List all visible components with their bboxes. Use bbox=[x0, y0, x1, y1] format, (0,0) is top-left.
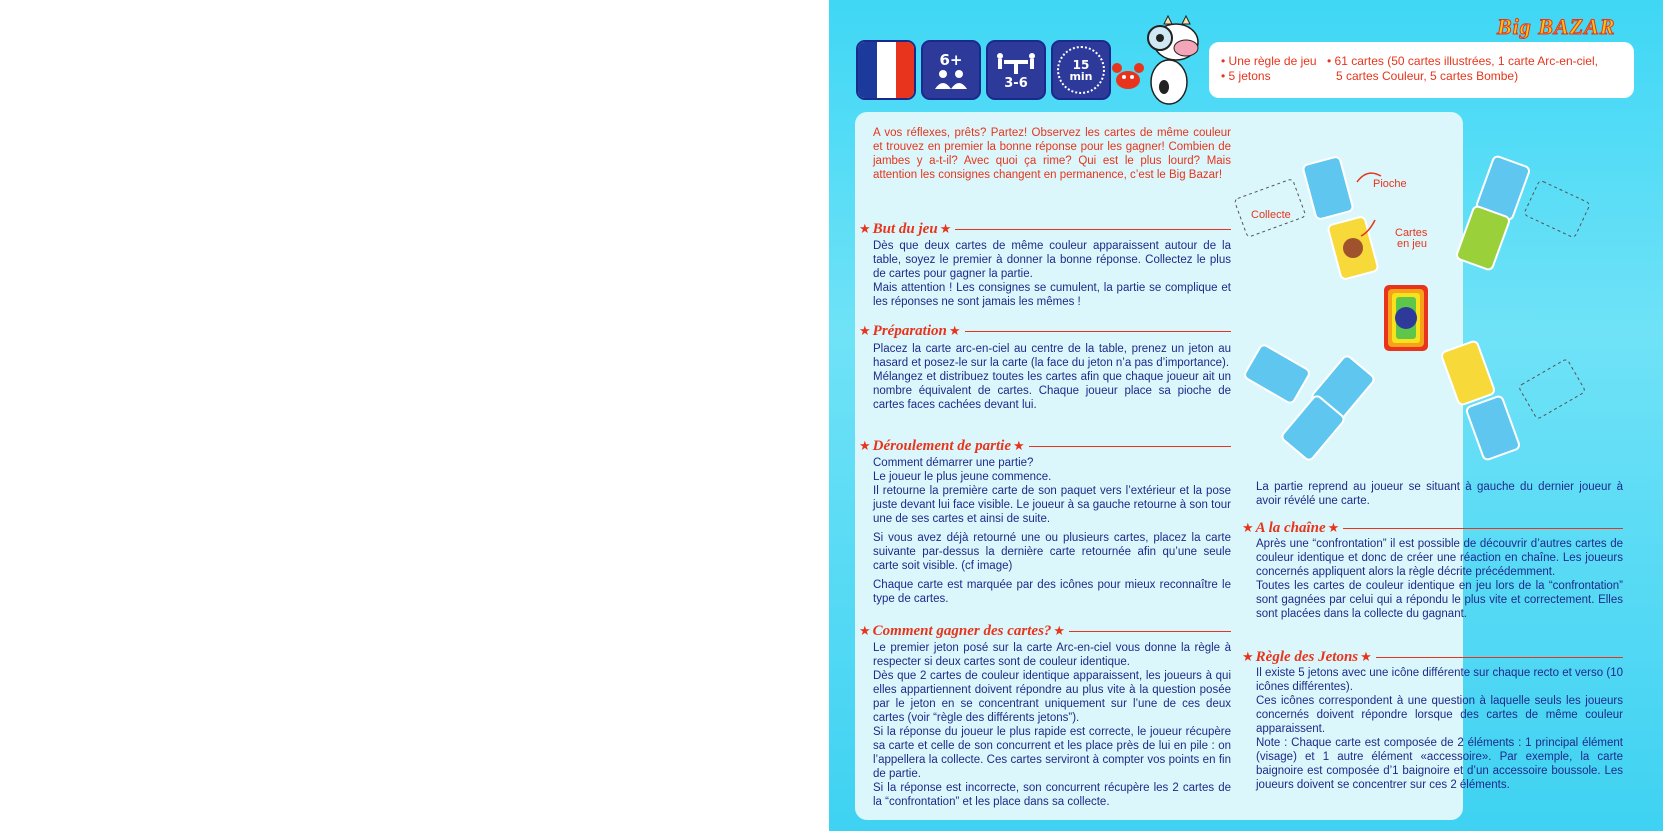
divider bbox=[1376, 657, 1623, 658]
label-cartes-en-jeu-2: en jeu bbox=[1397, 238, 1427, 250]
collecte-zone bbox=[1524, 180, 1591, 238]
section-heading-preparation bbox=[859, 321, 1231, 341]
star-icon: ★ bbox=[1327, 520, 1340, 536]
card bbox=[1466, 395, 1521, 461]
section-body-gagner bbox=[873, 641, 1231, 809]
contents-box bbox=[1209, 42, 1634, 98]
paragraph: Après une “confrontation” il est possible de découvrir d’autres cartes de couleur identique et donc de créer une réaction en chaîne. Les joueurs concernés appliquent alors la règle décrite précédemment. bbox=[1256, 538, 1623, 578]
paragraph: Ces icônes correspondent à une question à laquelle seuls les joueurs concernés doivent répondre lorsque des cartes de même couleur apparaissent. bbox=[1256, 695, 1623, 735]
divider bbox=[1343, 528, 1623, 529]
divider bbox=[1029, 446, 1231, 447]
divider bbox=[955, 229, 1231, 230]
duration-icon bbox=[1051, 40, 1111, 100]
people-icon bbox=[931, 69, 971, 89]
duration-unit: min bbox=[1069, 69, 1093, 83]
paragraph: Il retourne la première carte de son paquet vers l’extérieur et la pose juste devant lui face visible. Le joueur à sa gauche retourne à son tour une de ses cartes et ainsi de suite. bbox=[873, 485, 1231, 525]
label-cartes-en-jeu-1: Cartes bbox=[1395, 227, 1428, 239]
paragraph: Note : Chaque carte est composée de 2 éléments : 1 principal élément (visage) et 1 autre élément «accessoire». Par exemple, la carte baignoire est composée d’1 baignoire et d’un accessoire boussole. Les joueurs doivent se concentrer sur ces 2 éléments. bbox=[1256, 737, 1623, 791]
star-icon: ★ bbox=[859, 623, 871, 639]
paragraph: Il existe 5 jetons avec une icône différente sur chaque recto et verso (10 icônes différentes). bbox=[1256, 667, 1623, 693]
french-flag-icon bbox=[856, 40, 916, 100]
crab-icon bbox=[1109, 60, 1147, 94]
heading-text: But du jeu bbox=[872, 220, 938, 237]
contents-item: • Une règle de jeu bbox=[1221, 54, 1317, 68]
players-text: 3-6 bbox=[1004, 75, 1028, 91]
section-body-chaine bbox=[1256, 537, 1623, 621]
paragraph: Dès que 2 cartes de couleur identique apparaissent, les joueurs à qui elles appartiennent doivent répondre au plus vite à la question posée par le jeton en se concentrant uniquement sur l’une de ces deux cartes (voir “règle des différents jetons”). bbox=[873, 670, 1231, 724]
paragraph: Comment démarrer une partie? bbox=[873, 457, 1034, 469]
card-pioche bbox=[1302, 156, 1353, 220]
collecte-zone bbox=[1518, 359, 1585, 420]
contents-item: • 61 cartes (50 cartes illustrées, 1 carte Arc-en-ciel, bbox=[1327, 54, 1598, 68]
card bbox=[1456, 205, 1511, 271]
paragraph: Placez la carte arc-en-ciel au centre de la table, prenez un jeton au hasard et posez-le sur la carte (la face du jeton n’a pas d’importance). bbox=[873, 343, 1231, 369]
star-icon: ★ bbox=[1053, 623, 1066, 639]
label-pioche: Pioche bbox=[1373, 178, 1407, 190]
section-body-but bbox=[873, 239, 1231, 314]
label-collecte: Collecte bbox=[1251, 209, 1291, 221]
contents-list-2 bbox=[1327, 54, 1627, 84]
age-text: 6+ bbox=[939, 51, 963, 69]
table-layout-illustration bbox=[1219, 150, 1599, 475]
heading-text: Règle des Jetons bbox=[1255, 648, 1359, 665]
section-heading-deroulement bbox=[859, 436, 1231, 456]
heading-text: Déroulement de partie bbox=[872, 437, 1011, 454]
logo-text: Big BAZAR bbox=[1497, 14, 1616, 39]
age-icon bbox=[921, 40, 981, 100]
paragraph: Si la réponse est incorrecte, son concurrent récupère les 2 cartes de la “confrontation” et les place dans sa collecte. bbox=[873, 782, 1231, 808]
star-icon: ★ bbox=[939, 221, 952, 237]
card bbox=[1441, 340, 1496, 406]
section-body-preparation bbox=[873, 342, 1231, 417]
contents-list-1 bbox=[1221, 54, 1331, 84]
section-heading-jetons bbox=[1242, 647, 1623, 667]
star-icon: ★ bbox=[859, 323, 871, 339]
paragraph: Si la réponse du joueur le plus rapide est correcte, le joueur récupère sa carte et celle de son concurrent et les place près de lui en pile : on l’appellera la collecte. Ces cartes serviront à compter vos points en fin de partie. bbox=[873, 726, 1231, 780]
paragraph: Toutes les cartes de couleur identique en jeu lors de la “confrontation” sont gagnées par celui qui a répondu le plus vite et correctement. Elles sont placées dans la collecte du gagnant. bbox=[1256, 580, 1623, 620]
duration-value: 15 bbox=[1072, 57, 1090, 72]
paragraph: Dès que deux cartes de même couleur apparaissent autour de la table, soyez le premier à donner la bonne réponse. Collectez le plus de cartes pour gagner la partie. bbox=[873, 240, 1231, 280]
section-heading-gagner bbox=[859, 621, 1231, 641]
star-icon: ★ bbox=[1012, 438, 1025, 454]
heading-text: Préparation bbox=[872, 322, 947, 339]
paragraph: Mais attention ! Les consignes se cumulent, la partie se complique et les réponses ne sont jamais les mêmes ! bbox=[873, 282, 1231, 308]
section-body-deroulement bbox=[873, 456, 1231, 611]
paragraph: Le joueur le plus jeune commence. bbox=[873, 471, 1052, 483]
section-heading-but bbox=[859, 219, 1231, 239]
heading-text: A la chaîne bbox=[1255, 519, 1326, 536]
collecte-zone bbox=[1234, 179, 1306, 238]
star-icon: ★ bbox=[859, 221, 871, 237]
contents-item: 5 cartes Couleur, 5 cartes Bombe) bbox=[1336, 69, 1519, 83]
divider bbox=[1069, 631, 1231, 632]
rainbow-card bbox=[1384, 285, 1428, 351]
paragraph: Le premier jeton posé sur la carte Arc-en-ciel vous donne la règle à respecter si deux cartes sont de couleur identique. bbox=[873, 642, 1231, 668]
paragraph: Chaque carte est marquée par des icônes pour mieux reconnaître le type de cartes. bbox=[873, 579, 1231, 605]
players-icon bbox=[986, 40, 1046, 100]
heading-text: Comment gagner des cartes? bbox=[872, 622, 1052, 639]
star-icon: ★ bbox=[1242, 649, 1254, 665]
star-icon: ★ bbox=[859, 438, 871, 454]
rules-page bbox=[829, 0, 1663, 831]
intro-text: A vos réflexes, prêts? Partez! Observez les cartes de même couleur et trouvez en premier la bonne réponse pour les gagner! Combien de jambes y a-t-il? Avec quoi ça rime? Qui est le plus lourd? Mais attention les consignes changent en permanence, c’est le Big Bazar! bbox=[873, 127, 1231, 181]
divider bbox=[965, 331, 1232, 332]
table-icon bbox=[994, 50, 1038, 76]
section-body-jetons bbox=[1256, 666, 1623, 792]
paragraph: Si vous avez déjà retourné une ou plusieurs cartes, placez la carte suivante par-dessus la dernière carte retournée afin qu’une seule carte soit visible. (cf image) bbox=[873, 532, 1231, 572]
reprise-text: La partie reprend au joueur se situant à gauche du dernier joueur à avoir révélé une carte. bbox=[1256, 481, 1623, 507]
card-bear-icon bbox=[1343, 238, 1363, 258]
contents-item: • 5 jetons bbox=[1221, 69, 1271, 83]
section-heading-chaine bbox=[1242, 518, 1623, 538]
star-icon: ★ bbox=[948, 323, 961, 339]
star-icon: ★ bbox=[1242, 520, 1254, 536]
paragraph: Mélangez et distribuez toutes les cartes afin que chaque joueur ait un nombre équivalent de cartes. Chaque joueur place sa pioche de cartes faces cachées devant lui. bbox=[873, 371, 1231, 411]
star-icon: ★ bbox=[1360, 649, 1372, 665]
card bbox=[1243, 344, 1310, 405]
